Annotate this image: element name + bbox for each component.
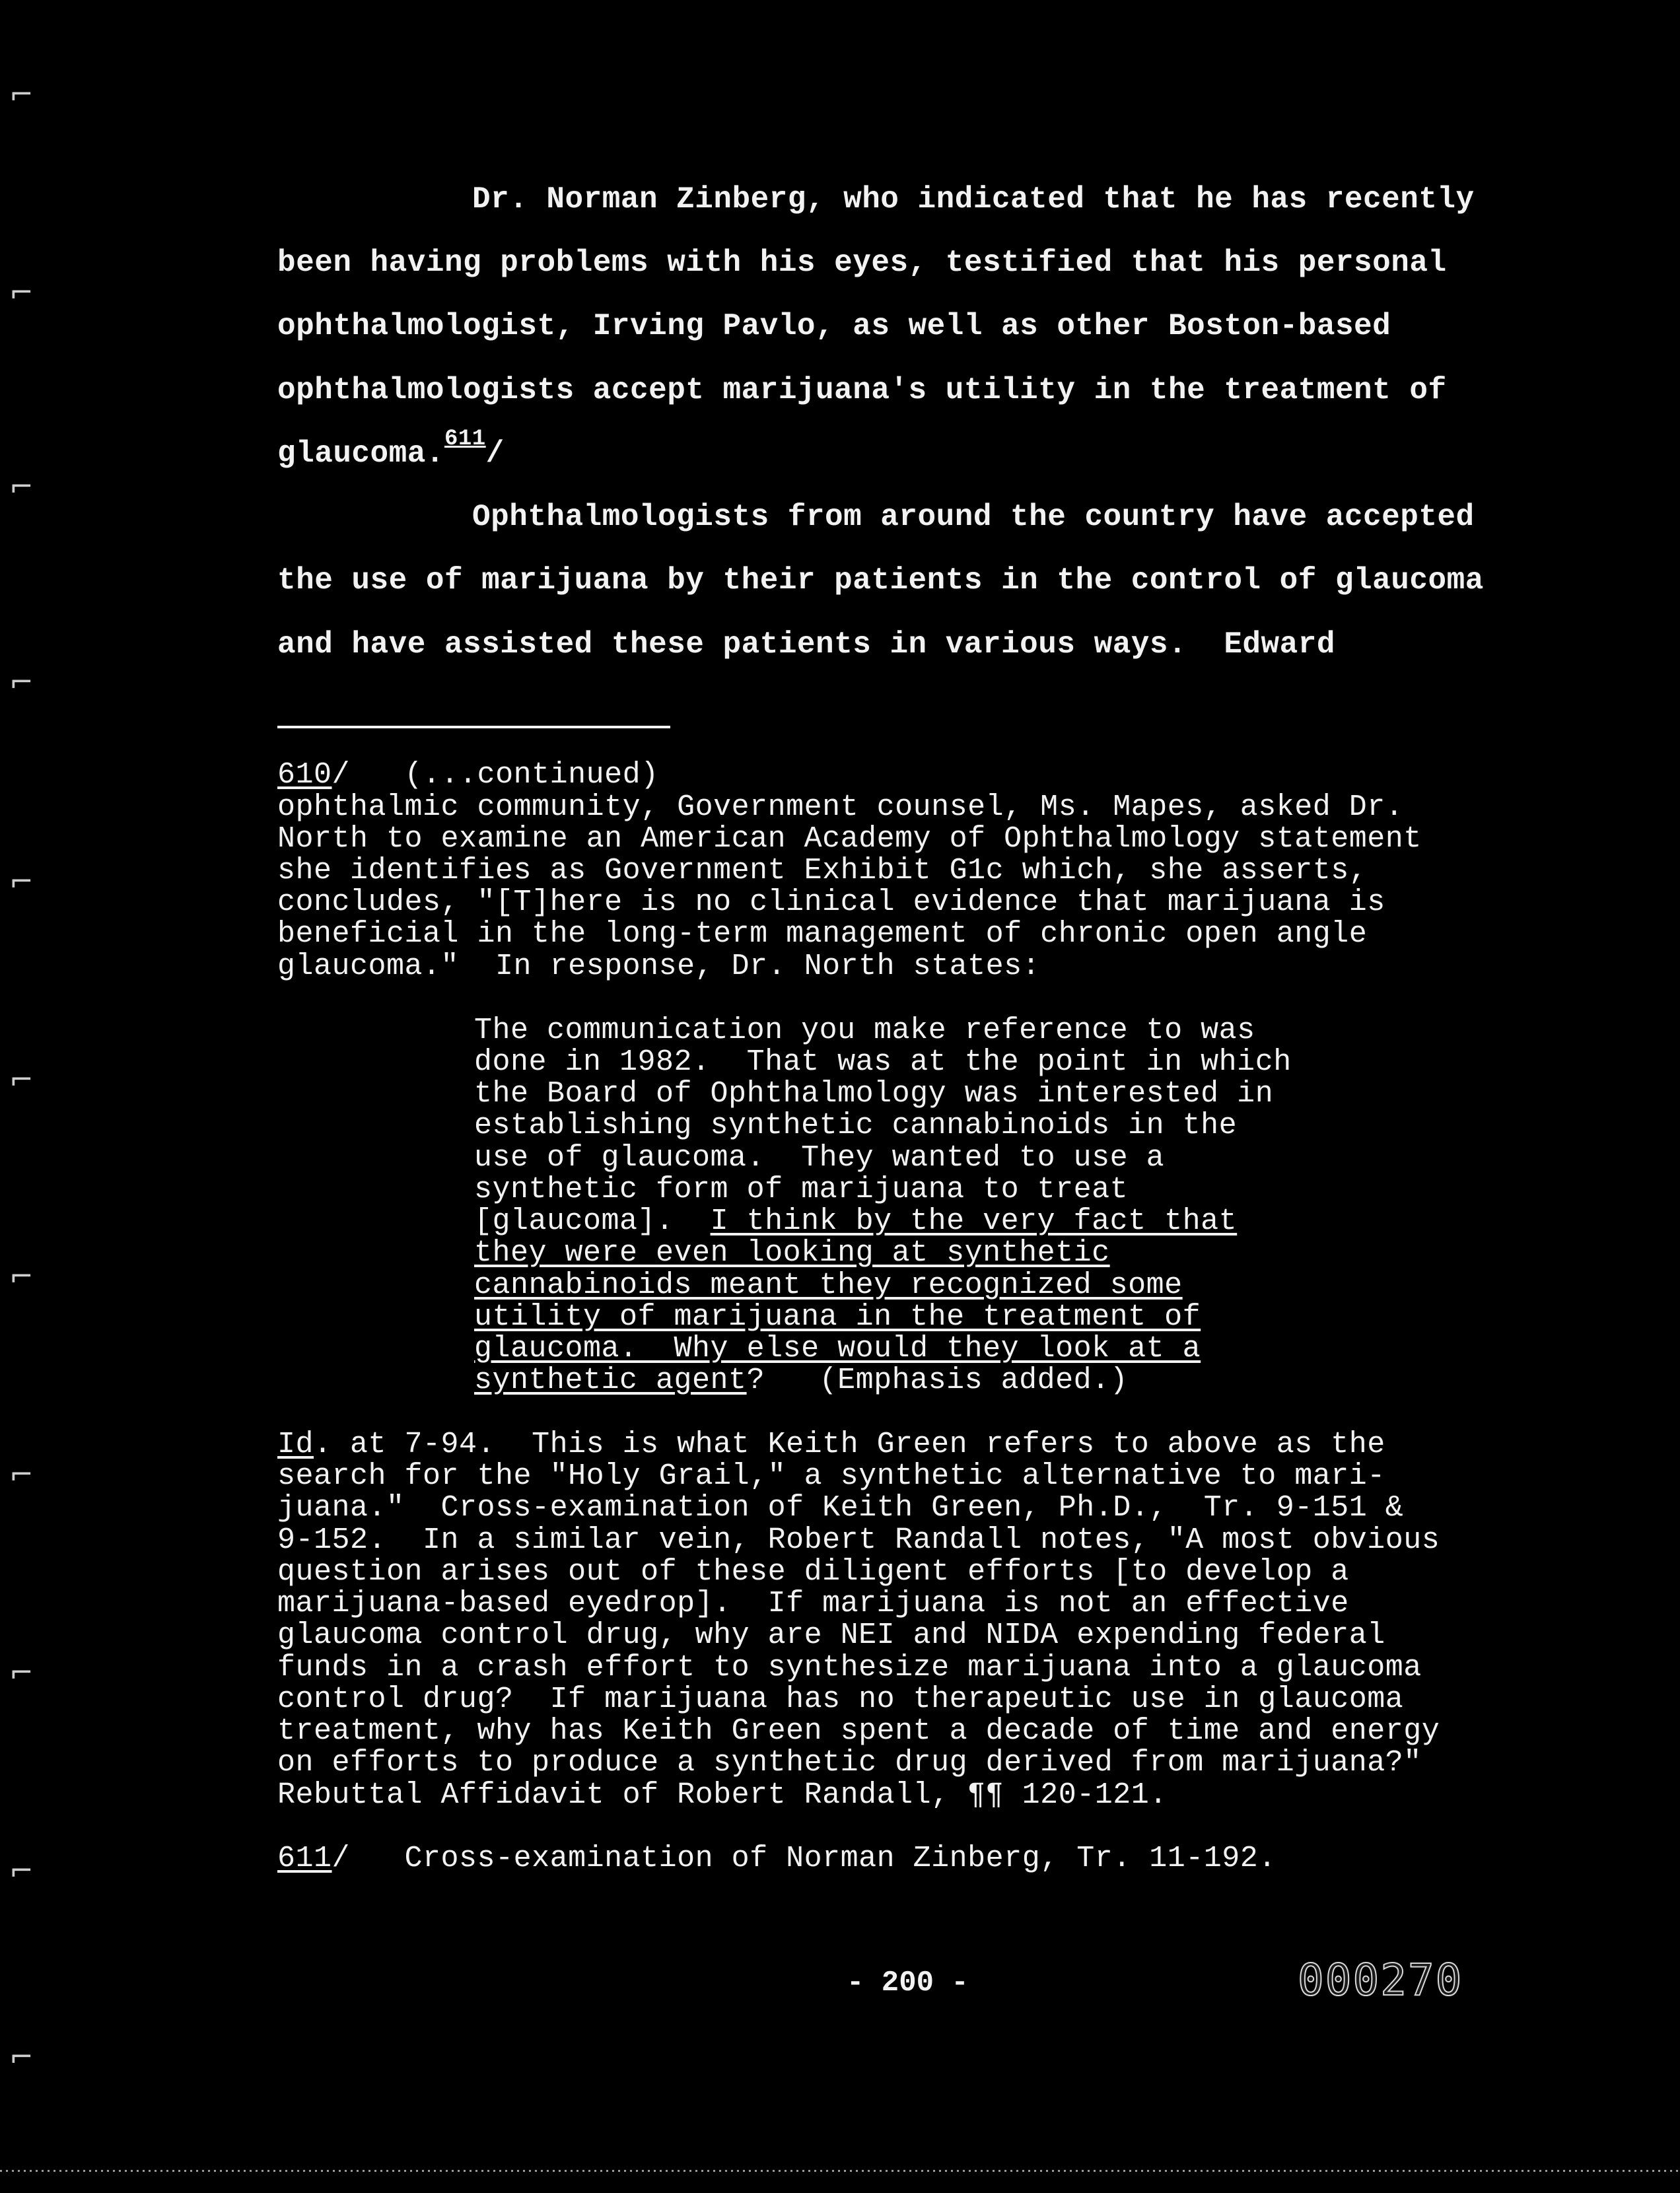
footnote-line [277, 1428, 1385, 1461]
footnote-line: glaucoma." In response, Dr. North states: [277, 950, 1041, 983]
footnote-marker-610: 610 [277, 758, 332, 792]
id-citation: Id [277, 1428, 314, 1461]
footnote-line: concludes, "[T]here is no clinical evidence that marijuana is [277, 886, 1385, 919]
scan-edge [0, 2170, 1680, 2172]
quote-emphasis-line: cannabinoids meant they recognized some [474, 1269, 1183, 1302]
continued-label: (...continued) [350, 758, 659, 792]
body-text: glaucoma. [277, 436, 444, 471]
footnote-reference-611: 611 [444, 427, 486, 452]
footnote-line: funds in a crash effort to synthesize marijuana into a glaucoma [277, 1651, 1422, 1685]
margin-mark: ⌐ [9, 865, 34, 899]
footnote-line: 9-152. In a similar vein, Robert Randall notes, "A most obvious [277, 1523, 1440, 1557]
body-line: and have assisted these patients in various ways. Edward [277, 627, 1335, 662]
footnote-610-heading [277, 758, 659, 792]
margin-mark: ⌐ [9, 1063, 34, 1097]
quote-line: establishing synthetic cannabinoids in the [474, 1109, 1238, 1142]
body-line [277, 427, 505, 471]
footnote-line: search for the "Holy Grail," a synthetic alternative to mari- [277, 1459, 1385, 1493]
body-line: Ophthalmologists from around the country have accepted [472, 500, 1475, 534]
bates-number: 000270 [1298, 1955, 1463, 2005]
margin-mark: ⌐ [9, 2040, 34, 2074]
footnote-line: glaucoma control drug, why are NEI and NIDA expending federal [277, 1619, 1385, 1652]
footnote-line: beneficial in the long-term management of chronic open angle [277, 917, 1368, 951]
margin-mark: ⌐ [9, 78, 34, 112]
margin-mark: ⌐ [9, 470, 34, 504]
quote-emphasis-line: utility of marijuana in the treatment of [474, 1300, 1201, 1334]
body-line: ophthalmologist, Irving Pavlo, as well as other Boston-based [277, 309, 1391, 343]
footnote-611 [277, 1842, 1277, 1875]
footnote-marker-suffix: / [332, 758, 351, 792]
body-line: ophthalmologists accept marijuana's utility in the treatment of [277, 373, 1447, 407]
margin-mark: ⌐ [9, 1458, 34, 1492]
footnote-line: she identifies as Government Exhibit G1c which, she asserts, [277, 854, 1368, 888]
footnote-marker-611: 611 [277, 1842, 332, 1875]
body-line: Dr. Norman Zinberg, who indicated that he has recently [472, 182, 1475, 217]
margin-mark: ⌐ [9, 1854, 34, 1888]
footnote-line: question arises out of these diligent efforts [to develop a [277, 1555, 1349, 1589]
footnote-reference-suffix: / [485, 436, 505, 471]
page-number: - 200 - [847, 1967, 969, 2000]
footnote-text: Cross-examination of Norman Zinberg, Tr. 11-192. [350, 1842, 1277, 1875]
footnote-line: marijuana-based eyedrop]. If marijuana is not an effective [277, 1587, 1349, 1620]
quote-emphasis: I think by the very fact that [710, 1204, 1238, 1238]
quote-line: The communication you make reference to was [474, 1014, 1255, 1047]
body-line: the use of marijuana by their patients in the control of glaucoma [277, 563, 1484, 598]
margin-mark: ⌐ [9, 1656, 34, 1690]
footnote-line: on efforts to produce a synthetic drug derived from marijuana?" [277, 1746, 1422, 1780]
quote-emphasis-line: glaucoma. Why else would they look at a [474, 1332, 1201, 1366]
quote-emphasis: synthetic agent [474, 1364, 747, 1397]
footnote-separator [277, 726, 670, 728]
footnote-line: treatment, why has Keith Green spent a decade of time and energy [277, 1714, 1440, 1748]
emphasis-note: ? (Emphasis added.) [746, 1364, 1129, 1397]
quote-emphasis-line: they were even looking at synthetic [474, 1236, 1110, 1270]
body-line: been having problems with his eyes, testified that his personal [277, 246, 1447, 280]
footnote-marker-suffix: / [332, 1842, 351, 1875]
margin-mark: ⌐ [9, 276, 34, 310]
quote-line: done in 1982. That was at the point in which [474, 1045, 1292, 1079]
footnote-text: . at 7-94. This is what Keith Green refers to above as the [314, 1428, 1385, 1461]
quote-line [474, 1204, 1237, 1238]
footnote-line: juana." Cross-examination of Keith Green, Ph.D., Tr. 9-151 & [277, 1491, 1404, 1525]
margin-mark: ⌐ [9, 666, 34, 699]
quote-line: synthetic form of marijuana to treat [474, 1173, 1129, 1206]
quote-line: use of glaucoma. They wanted to use a [474, 1141, 1165, 1175]
footnote-line: control drug? If marijuana has no therapeutic use in glaucoma [277, 1683, 1404, 1716]
quote-line: the Board of Ophthalmology was interested in [474, 1077, 1274, 1111]
quote-text: [glaucoma]. [474, 1204, 711, 1238]
footnote-line: ophthalmic community, Government counsel, Ms. Mapes, asked Dr. [277, 790, 1404, 824]
footnote-line: Rebuttal Affidavit of Robert Randall, ¶¶ 120-121. [277, 1778, 1168, 1812]
margin-mark: ⌐ [9, 1260, 34, 1294]
quote-line [474, 1364, 1128, 1397]
footnote-line: North to examine an American Academy of Ophthalmology statement [277, 822, 1422, 856]
